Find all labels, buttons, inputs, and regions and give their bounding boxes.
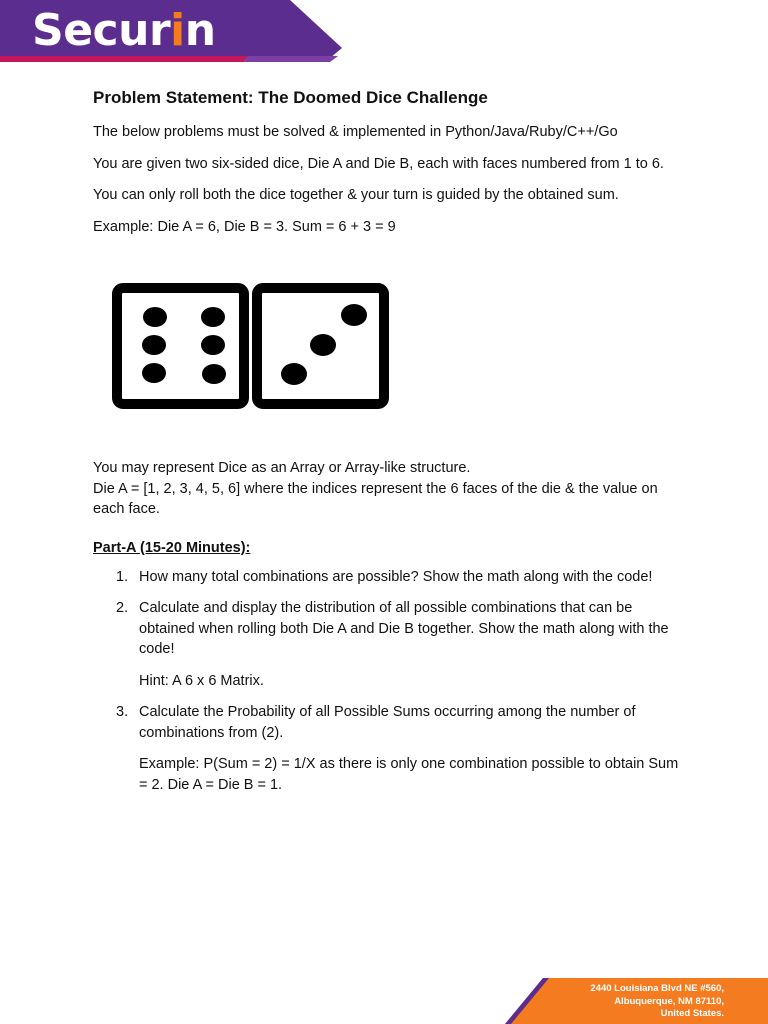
list-item: 3. Calculate the Probability of all Possible Sums occurring among the number of combinations from (2). Example: P(Sum = 2) = 1/X as there is only one combination possible to obtain Sum = 2. Die A = Die B = 1.: [139, 702, 683, 795]
hint-text: Hint: A 6 x 6 Matrix.: [139, 672, 264, 689]
page-title: Problem Statement: The Doomed Dice Challenge: [93, 88, 488, 107]
paragraph-represent-1: You may represent Dice as an Array or Array-like structure.: [93, 460, 471, 476]
paragraph-roll-rule: You can only roll both the dice together & your turn is guided by the obtained sum.: [93, 187, 619, 203]
paragraph-dice-intro: You are given two six-sided dice, Die A and Die B, each with faces numbered from 1 to 6.: [93, 155, 664, 172]
list-item: 2. Calculate and display the distribution of all possible combinations that can be obtained when rolling both Die A and Die B together. Show the math along with the code! Hint: A 6 x 6 Matrix.: [139, 598, 683, 691]
dice-illustration: [93, 248, 683, 458]
example-text: Example: P(Sum = 2) = 1/X as there is only one combination possible to obtain Sum = 2. Die A = Die B = 1.: [139, 756, 679, 793]
die-b-three-icon: [257, 288, 384, 404]
part-a-heading: Part-A (15-20 Minutes):: [93, 539, 251, 556]
brand-logo: Securin: [32, 5, 216, 56]
paragraph-example: Example: Die A = 6, Die B = 3. Sum = 6 + 3 = 9: [93, 218, 396, 235]
document-body: [93, 86, 683, 806]
list-item: 1. How many total combinations are possible? Show the math along with the code!: [116, 568, 653, 585]
paragraph-languages: The below problems must be solved & implemented in Python/Java/Ruby/C++/Go: [93, 124, 618, 140]
part-a-list: [93, 567, 683, 796]
die-a-six-icon: [117, 288, 244, 404]
footer-address: 2440 Louisiana Blvd NE #560, Albuquerque, NM 87110, United States.: [590, 983, 724, 1019]
paragraph-represent-2: Die A = [1, 2, 3, 4, 5, 6] where the indices represent the 6 faces of the die & the value on each face.: [93, 480, 658, 517]
dice-icon: [111, 282, 391, 412]
